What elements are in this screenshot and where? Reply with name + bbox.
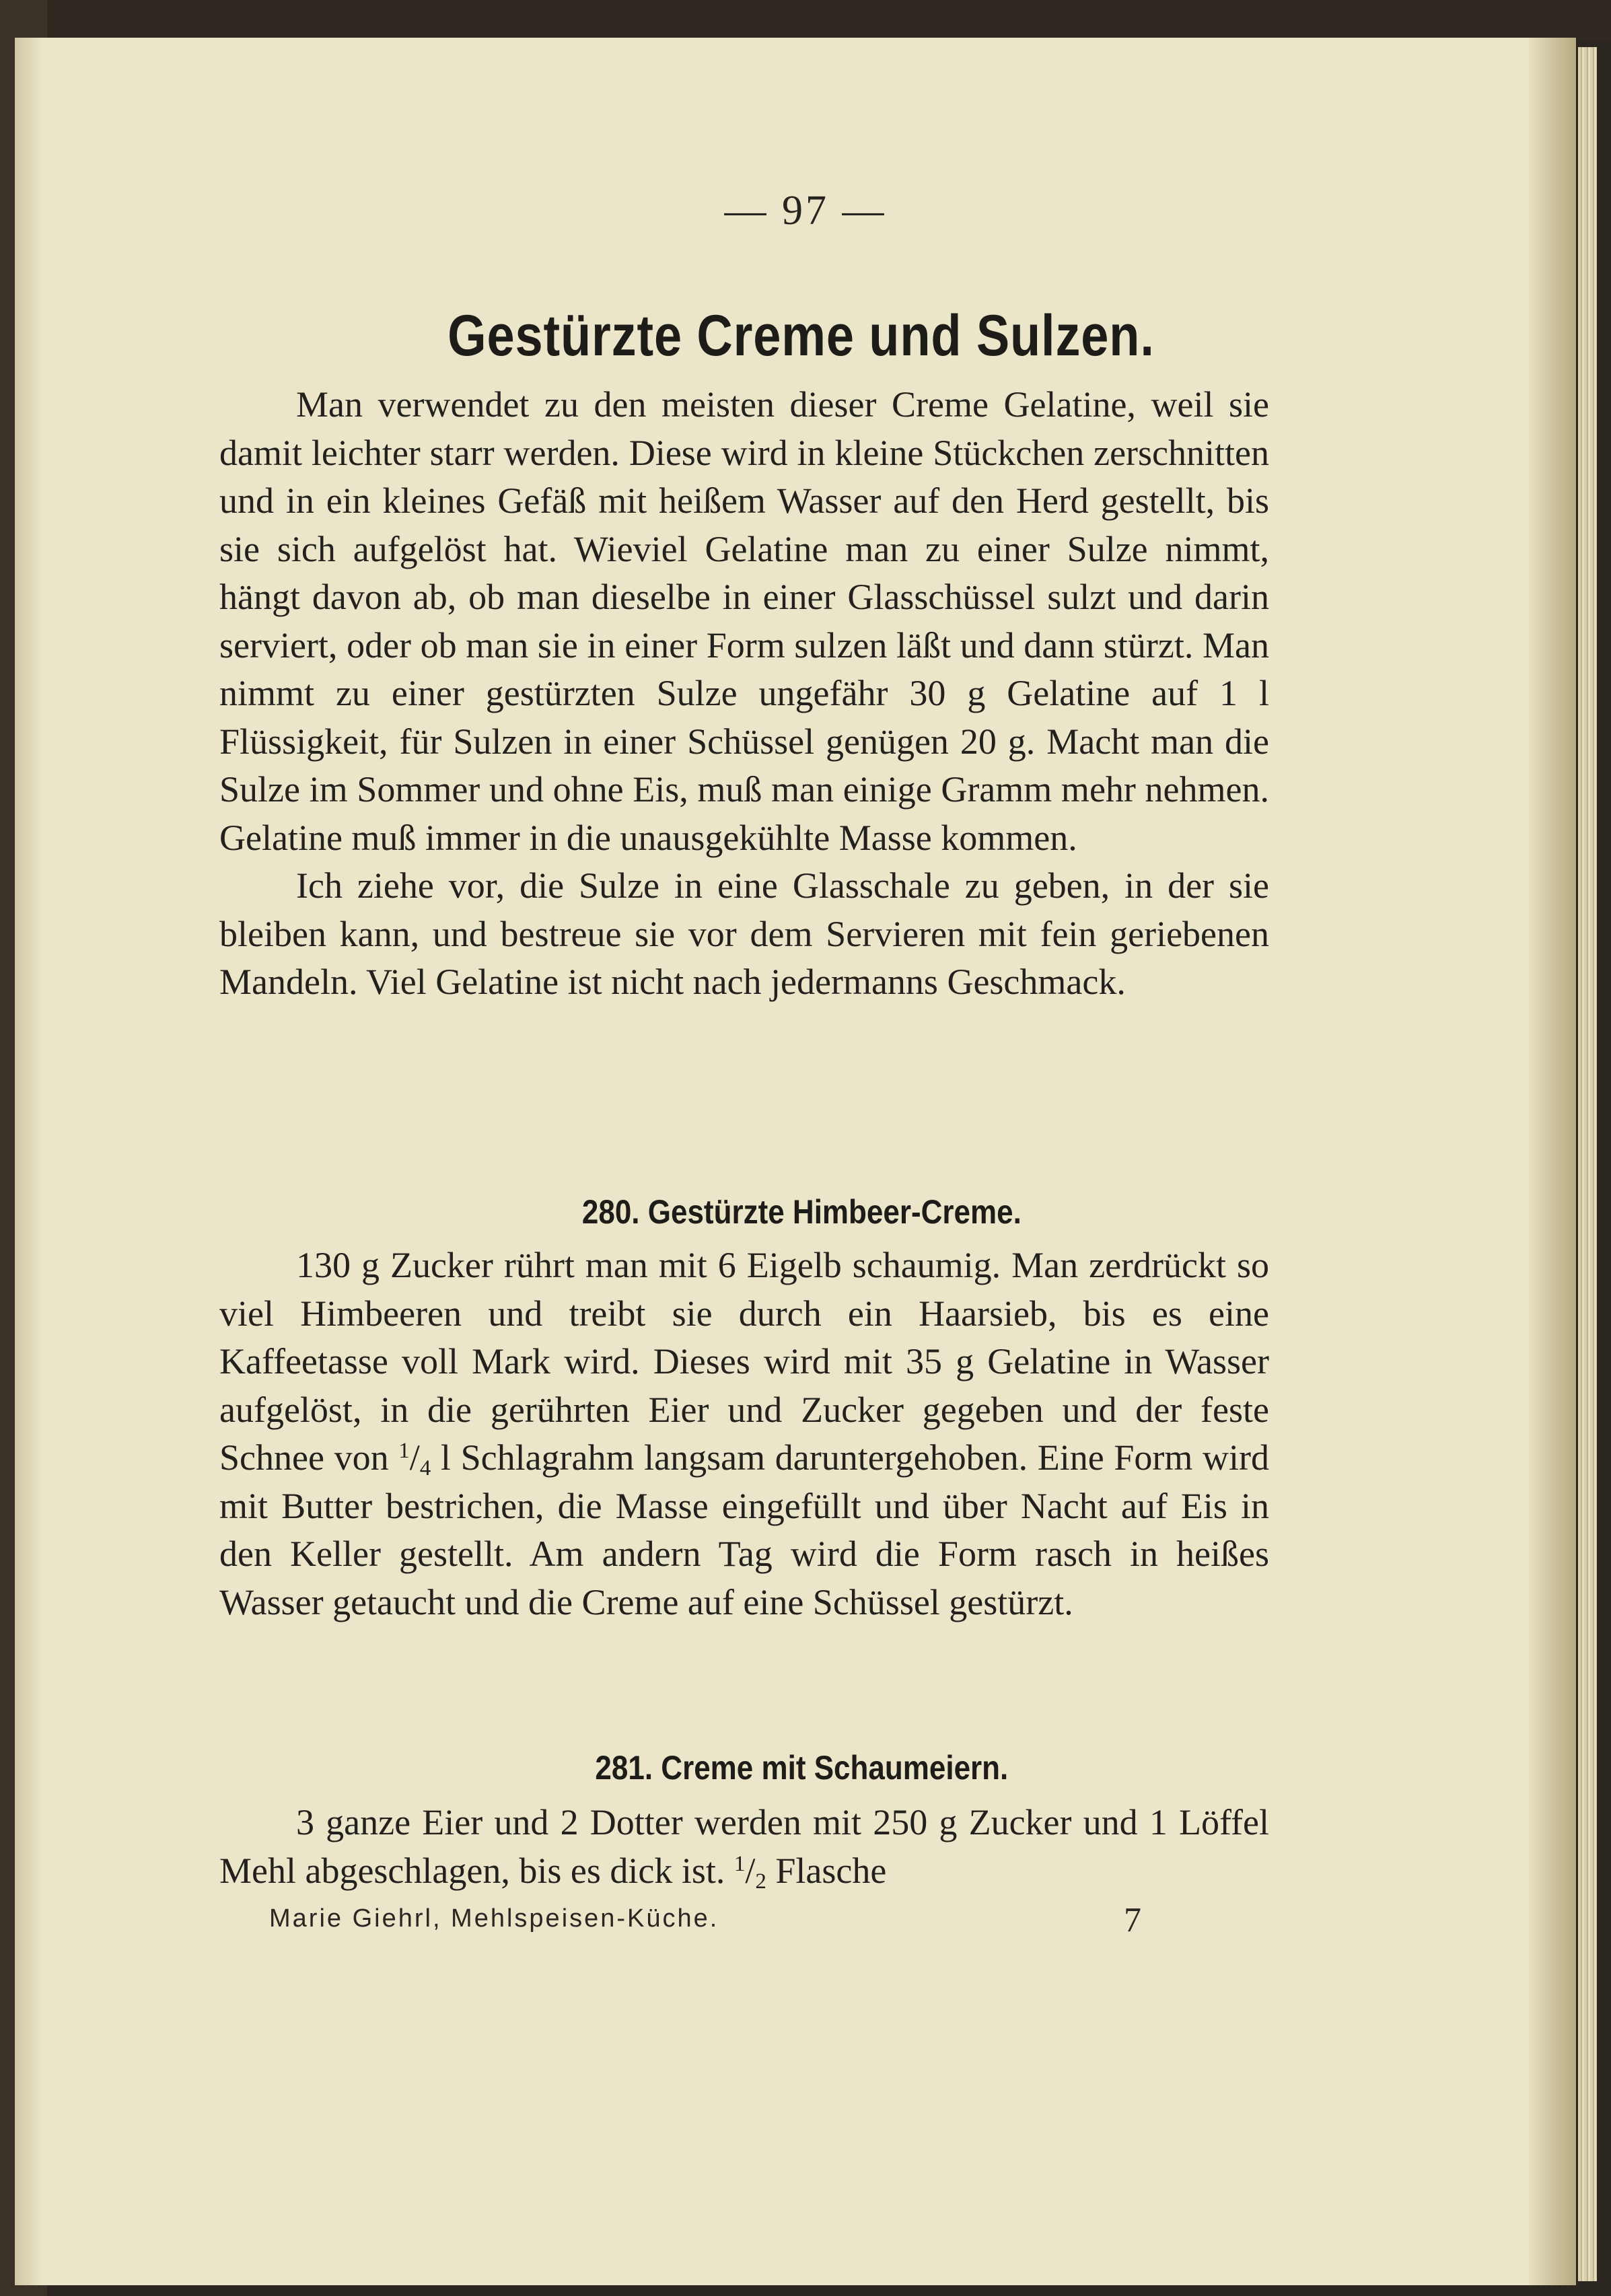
fraction-denominator: 4 [419,1456,431,1480]
page-stack-edges [1578,47,1597,2281]
recipe-281-text [219,1799,1269,1895]
recipe-281-paragraph: 3 ganze Eier und 2 Dotter werden mit 250 g Zucker und 1 Löffel Mehl abgeschlagen, bis es dick ist. $^1/_2$ Flasche [219,1802,1269,1894]
recipe-280-text-a: 130 g Zucker rührt man mit 6 Eigelb schaumig. Man zerdrückt so viel Himbeeren und treibt sie durch ein Haarsieb, bis es eine Kaffeetasse voll Mark wird. Dieses wird mit 35 g Gelatine in Wasser aufgelöst, in die gerührten Eier und Zucker gegeben und der feste Schnee von [219,1245,1269,1478]
page-number: — 97 — [724,188,887,234]
recipe-281-heading: 281. Creme mit Schaumeiern. [595,1749,1009,1787]
fraction-numerator: 1 [733,1851,746,1876]
recipe-281-text-b: Flasche [775,1850,887,1891]
recipe-280-paragraph: 130 g Zucker rührt man mit 6 Eigelb schaumig. Man zerdrückt so viel Himbeeren und treibt sie durch ein Haarsieb, bis es eine Kaffeetasse voll Mark wird. Dieses wird mit 35 g Gelatine in Wasser aufgelöst, in die gerührten Eier und Zucker gegeben und der feste Schnee von $^1/_4$ l Schlagrahm langsam daruntergehoben. Eine Form wird mit Butter bestrichen, die Masse eingefüllt und über Nacht auf Eis in den Keller gestellt. Am andern Tag wird die Form rasch in heißes Wasser getaucht und die Creme auf eine Schüssel gestürzt. [219,1245,1270,1622]
page-edge-shade [1529,38,1576,2285]
page-footer [269,1901,1157,1939]
intro-paragraph-1: Man verwendet zu den meisten dieser Creme Gelatine, weil sie damit leichter starr werden. Diese wird in kleine Stückchen zerschnitten und in ein kleines Gefäß mit heißem Wasser auf den Herd gestellt, bis sie sich aufgelöst hat. Wieviel Gelatine man zu einer Sulze nimmt, hängt davon ab, ob man dieselbe in einer Glasschüssel sulzt und darin serviert, oder ob man sie in einer Form sulzen läßt und dann stürzt. Man nimmt zu einer gestürzten Sulze ungefähr 30 g Gelatine auf 1 l Flüssigkeit, für Sulzen in einer Schüssel genügen 20 g. Macht man die Sulze im Sommer und ohne Eis, muß man einige Gramm mehr nehmen. Gelatine muß immer in die unausgekühlte Masse kommen. [219,384,1269,858]
page-gutter-shade [15,38,42,2285]
recipe-280-text-b: l Schlagrahm langsam daruntergehoben. Eine Form wird mit Butter bestrichen, die Masse eingefüllt und über Nacht auf Eis in den Keller gestellt. Am andern Tag wird die Form rasch in heißes Wasser getaucht und die Creme auf eine Schüssel gestürzt. [219,1437,1270,1622]
signature-mark: 7 [1124,1901,1141,1939]
chapter-title: Gestürzte Creme und Sulzen. [448,303,1155,368]
recipe-281-text-a: 3 ganze Eier und 2 Dotter werden mit 250 g Zucker und 1 Löffel Mehl abgeschlagen, bis es dick ist. [219,1802,1269,1891]
book-page [15,38,1576,2285]
fraction-denominator: 2 [755,1869,766,1894]
fraction-numerator: 1 [398,1439,410,1463]
book-cover-top [0,0,1611,40]
intro-text [219,381,1269,1007]
recipe-280-text [219,1242,1269,1626]
recipe-280-heading: 280. Gestürzte Himbeer-Creme. [581,1193,1022,1231]
footer-author-book: Marie Giehrl, Mehlspeisen-Küche. [269,1904,719,1933]
intro-paragraph-2: Ich ziehe vor, die Sulze in eine Glasschale zu geben, in der sie bleiben kann, und bestreue sie vor dem Servieren mit fein geriebenen Mandeln. Viel Gelatine ist nicht nach jedermanns Geschmack. [219,865,1269,1002]
